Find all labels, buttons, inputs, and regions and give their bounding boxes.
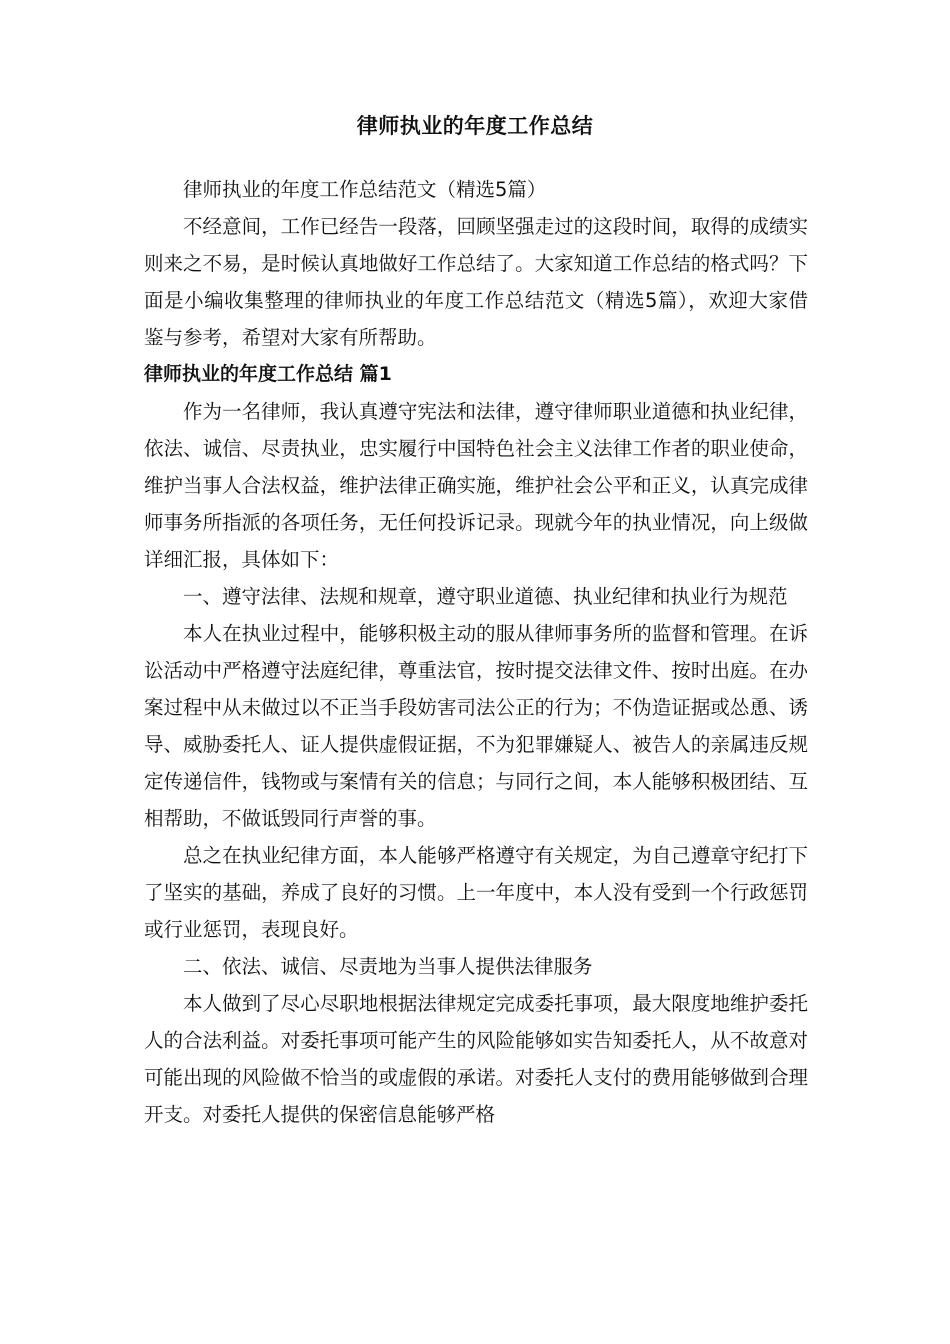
body-paragraph: 作为一名律师，我认真遵守宪法和法律，遵守律师职业道德和执业纪律，依法、诚信、尽责执业，忠实履行中国特色社会主义法律工作者的职业使命，维护当事人合法权益，维护法律正确实施，维护社会公平和正义，认真完成律师事务所指派的各项任务，无任何投诉记录。现就今年的执业情况，向上级做详细汇报，具体如下： (144, 400, 808, 571)
body-paragraph: 总之在执业纪律方面，本人能够严格遵守有关规定，为自己遵章守纪打下了坚实的基础，养成了良好的习惯。上一年度中，本人没有受到一个行政惩罚或行业惩罚，表现良好。 (144, 844, 808, 941)
body-paragraph: 本人在执业过程中，能够积极主动的服从律师事务所的监督和管理。在诉讼活动中严格遵守法庭纪律，尊重法官，按时提交法律文件、按时出庭。在办案过程中从未做过以不正当手段妨害司法公正的行为；不伪造证据或怂恿、诱导、威胁委托人、证人提供虚假证据，不为犯罪嫌疑人、被告人的亲属违反规定传递信件，钱物或与案情有关的信息；与同行之间，本人能够积极团结、互相帮助，不做诋毁同行声誉的事。 (144, 622, 808, 830)
subtitle-paragraph: 律师执业的年度工作总结范文（精选5篇） (183, 178, 547, 201)
document-title: 律师执业的年度工作总结 (356, 114, 594, 138)
subsection-heading-2: 二、依法、诚信、尽责地为当事人提供法律服务 (183, 955, 593, 978)
intro-paragraph: 不经意间，工作已经告一段落，回顾坚强走过的这段时间，取得的成绩实则来之不易，是时候认真地做好工作总结了。大家知道工作总结的格式吗？下面是小编收集整理的律师执业的年度工作总结范文（精选5篇），欢迎大家借鉴与参考，希望对大家有所帮助。 (144, 215, 808, 349)
document-body (144, 171, 808, 1133)
section-heading: 律师执业的年度工作总结 篇1 (144, 363, 392, 385)
body-paragraph: 本人做到了尽心尽职地根据法律规定完成委托事项，最大限度地维护委托人的合法利益。对委托事项可能产生的风险能够如实告知委托人，从不故意对可能出现的风险做不恰当的或虚假的承诺。对委托人支付的费用能够做到合理开支。对委托人提供的保密信息能够严格 (144, 992, 808, 1126)
subsection-heading-1: 一、遵守法律、法规和规章，遵守职业道德、执业纪律和执业行为规范 (183, 585, 788, 608)
